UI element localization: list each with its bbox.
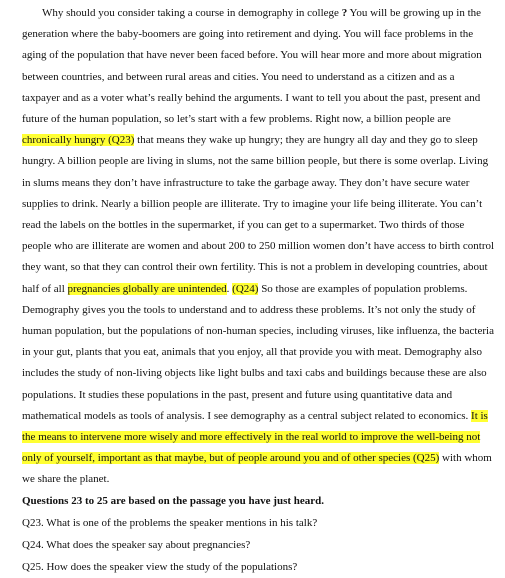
question-q25: Q25. How does the speaker view the study of the populations? (22, 561, 298, 574)
question-mark: ? (341, 7, 348, 19)
passage-text: . (226, 282, 233, 295)
passage-text: So those are examples of population problems. Demography gives you the tools to understand and to address these problems. It’s not only the study of human population, but the populations of non-human species, including viruses, like influenza, the bacteria in your gut, plants that you eat, animals that you enjoy, all that provide you with meat. Demography also includes the study of non-living objects like light bulbs and taxi cabs and buildings because these are also populations. It studies these populations in the past, present and future using quantitative data and mathematical models as tools of analysis. I see demography as a central subject related to economics. (22, 282, 494, 422)
question-q23: Q23. What is one of the problems the speaker mentions in his talk? (22, 516, 318, 529)
passage-text: Why should you consider taking a course in demography in college (42, 7, 342, 19)
highlight-q24-answer: pregnancies globally are unintended (67, 282, 227, 295)
passage-text: with whom we share the planet. (22, 452, 492, 486)
passage-text: that means they wake up hungry; they are hungry all day and they go to sleep hungry. A billion people are living in slums, not the same billion people, but there is some overlap. Living in slums means they don’t have infrastructure to take the garbage away. They don’t have secure water supplies to drink. Nearly a billion people are illiterate. Try to imagine your life being illiterate. You can’t read the labels on the bottles in the supermarket, if you can get to a supermarket. Two thirds of those people who are illiterate are women and about 200 to 250 million women don’t have access to birth control they want, so that they can control their own fertility. This is not a problem in developing countries, about half of all (22, 134, 495, 295)
highlight-q23: chronically hungry (Q23) (22, 134, 135, 147)
passage-text: You will be growing up in the generation where the baby-boomers are going into retirement and dying. You will face problems in the aging of the population that have never been faced before. You will hear more and more about migration between countries, and between rural areas and cities. You need to understand as a citizen and as a taxpayer and as a voter what’s really behind the arguments. I want to tell you about the past, present and future of the human population, so let’s start with a few problems. Right now, a billion people are (22, 7, 482, 126)
question-q24: Q24. What does the speaker say about pregnancies? (22, 539, 251, 552)
highlight-q25: It is the means to intervene more wisely and more effectively in the real world to improve the well-being not only of yourself, important as that maybe, but of people around you and of other species (Q25) (22, 409, 488, 465)
questions-heading: Questions 23 to 25 are based on the passage you have just heard. (22, 494, 325, 507)
lecture-passage (22, 3, 495, 491)
highlight-q24-tag: (Q24) (232, 282, 259, 295)
